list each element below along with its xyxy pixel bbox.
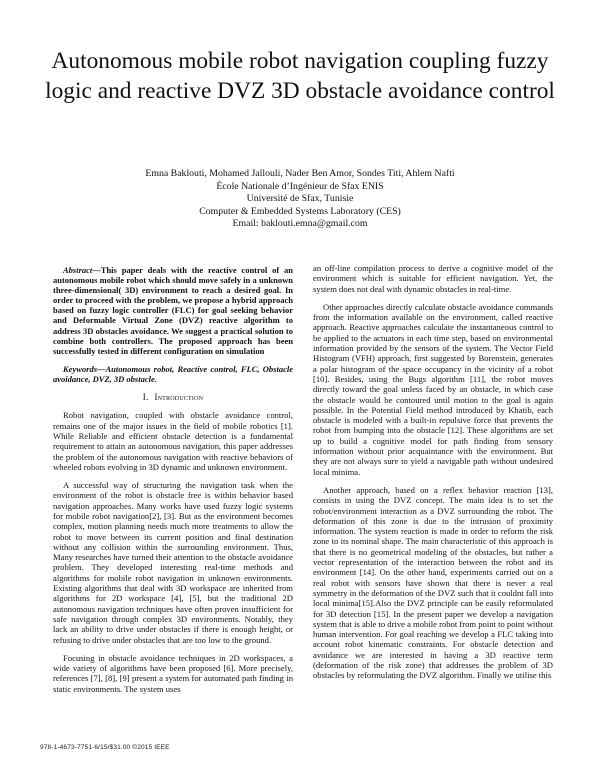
left-column [53,265,293,702]
section-heading [53,392,293,402]
abstract-text: —This paper deals with the reactive control of an autonomous mobile robot which should move safely in a unknown three-dimensional( 3D) environment to reach a desired goal. In order to proceed with the problem, we propose a hybrid approach based on fuzzy logic controller (FLC) for goal seeking behavior and Deformable Virtual Zone (DVZ) reactive algorithm to address 3D obstacles avoidance. We suggest a practical solution to combine both controllers. The proposed approach has been successfully tested in different configuration on simulation [53,265,293,356]
paragraph: A successful way of structuring the navigation task when the environment of the robot is obstacle free is within behavior based navigation approaches. Many works have used fuzzy logic systems for mobile robot navigation[2], [3]. But as the environment becomes complex, motion planning needs much more treatments to allow the robot to move between its current position and final destination without any collision within the surrounding environment. Thus, Many researches have turned their attention to the obstacle avoidance problem. They developed interesting real-time methods and algorithms for mobile robot navigation in unknown environments. Existing algorithms that deal with 3D workspace are inherited from algorithms for 2D workspace [4], [5], but the traditional 2D autonomous navigation techniques have often proven insufficient for safe navigation through complex 3D environments. Notably, they lack an ability to drive under obstacles if there is enough height, or refusing to drive under obstacles that are too low to the ground. [53,480,293,645]
abstract [53,265,293,356]
paragraph: Another approach, based on a reflex behavior reaction [13], consists in using the DVZ concept. The main idea is to set the robot/environment interaction as a DVZ surrounding the robot. The deformation of this zone is due to the intrusion of proximity information. The system reaction is made in order to reform the risk zone to its nominal shape. The main characteristic of this approach is that there is no geometrical modeling of the obstacles, but rather a vector representation of the interaction between the robot and its environment [14]. On the other hand, experiments carried out on a real robot with sensors have shown that there is never a real symmetry in the deformation of the DVZ such that it couldnt fall into local minima[15].Also the DVZ principle can be easily reformulated for 3D detection [15]. In the present paper we develop a navigation system that is able to drive a mobile robot from point to point without human intervention. For goal reaching we develop a FLC taking into account robot kinematic constraints. For obstacle detection and avoidance we are interested in having a 3D reactive term (deformation of the risk zone) that addresses the problem of 3D obstacles by reformulating the DVZ algorithm. Finally we utilise this [313,484,553,681]
paragraph: Other approaches directly calculate obstacle avoidance commands from the information available on the environment, called reactive approach. Reactive approaches calculate the instantaneous control to be applied to the actuators in each time step, based on environmental information provided by the sensors of the system. The Vector Field Histogram (VFH) approach, first suggested by Borenstein, generates a polar histogram of the space occupancy in the vicinity of a robot [10]. Besides, using the Bugs algorithm [11], the robot moves directly toward the goal unless faced by an obstacle, in which case the obstacle would be contoured until motion to the goal is again possible. In the Potential Field method introduced by Khatib, each obstacle is modeled with a built-in repulsive force that prevents the robot from bumping into the obstacle [12]. These algorithms are set up to build a cognitive model for path finding from sensory information without prior acquaintance with the environment. But they are not always sure to yield a navigable path without undesired local minima. [313,301,553,477]
paper-title: Autonomous mobile robot navigation coupling fuzzy logic and reactive DVZ 3D obstacle avoidance control [45,48,555,104]
paragraph: Focusing in obstacle avoidance techniques in 2D workspaces, a wide variety of algorithms have been proposed [6]. More precisely, references [7], [8], [9] present a system for automated path finding in static environments. The system uses [53,652,293,694]
paragraph: Robot navigation, coupled with obstacle avoidance control, remains one of the major issues in the field of mobile robotics [1]. While Reliable and efficient obstacle detection is a fundamental requirement to attain an autonomous navigation, this paper addresses the problem of the autonomous navigation with reactive behaviors of wheeled robots evolving in 3D dynamic and unknown environment. [53,410,293,472]
author-email: Email: baklouti.emna@gmail.com [232,218,368,230]
keywords-lead: Keywords [63,363,97,374]
keywords-text: —Autonomous robot, Reactive control, FLC, Obstacle avoidance, DVZ, 3D obstacle. [53,363,293,384]
author-block [40,168,560,231]
section-title: Introduction [154,392,204,403]
abstract-lead: Abstract [63,265,93,275]
paragraph: an off-line compilation process to derive a cognitive model of the environment which is suitable for efficient navigation. Yet, the system does not deal with dynamic obstacles in real-time. [313,263,553,294]
copyright-footer: 978-1-4673-7751-6/15/$31.00 ©2015 IEEE [40,744,170,751]
affiliation-school: École Nationale d’Ingénieur de Sfax ENIS [216,180,384,192]
right-column [313,263,553,689]
affiliation-university: Université de Sfax, Tunisie [246,193,354,205]
keywords [53,364,293,384]
author-names: Emna Baklouti, Mohamed Jallouli, Nader Ben Amor, Sondes Titi, Ahlem Nafti [145,168,455,179]
section-number: I. [142,392,149,403]
affiliation-lab: Computer & Embedded Systems Laboratory (CES) [199,205,401,217]
